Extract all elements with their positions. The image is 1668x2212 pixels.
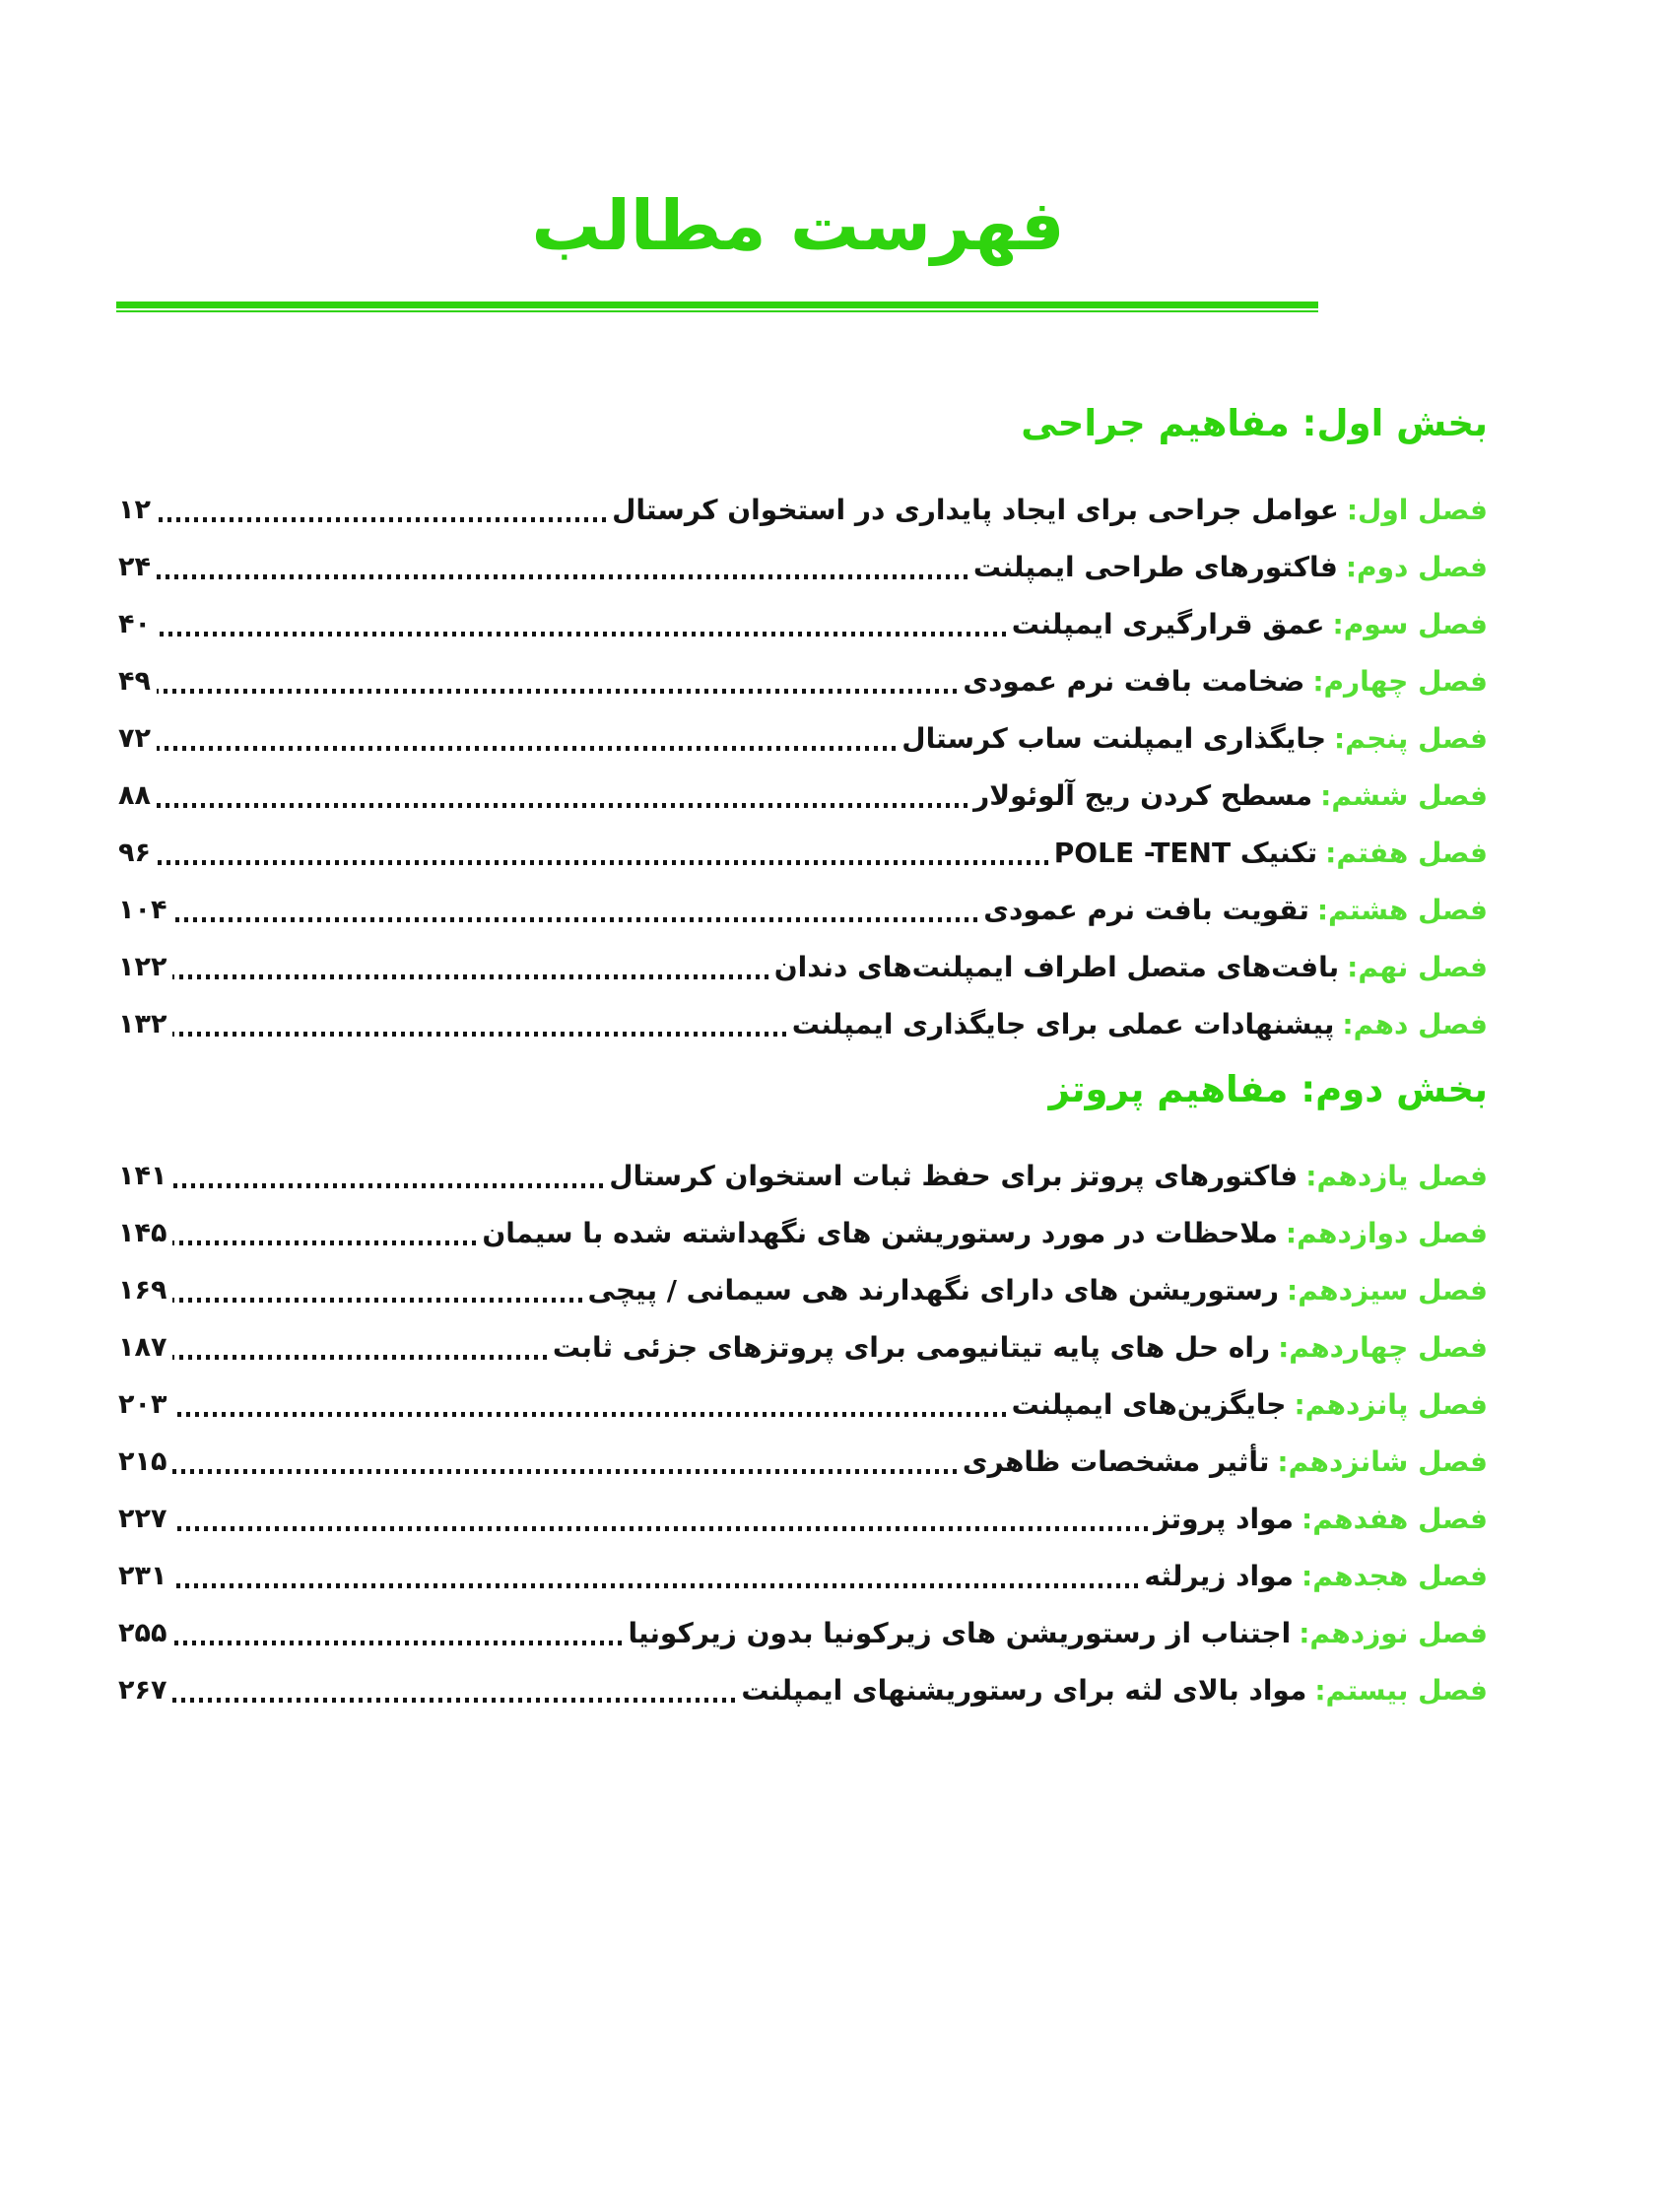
chapter-label: فصل سوم:: [1332, 607, 1488, 640]
section-heading: بخش اول: مفاهیم جراحی: [1021, 402, 1488, 444]
page-number: ۱۶۹: [118, 1274, 167, 1306]
chapter-label: فصل نهم:: [1347, 950, 1488, 983]
toc-entry: [118, 1661, 1488, 1718]
page-number: ۷۲: [118, 722, 151, 754]
toc-entry: [118, 1147, 1488, 1204]
chapter-label: فصل هشتم:: [1316, 893, 1488, 926]
toc-entry: [118, 938, 1488, 995]
page-number: ۲۰۳: [118, 1388, 167, 1420]
toc-entry: [118, 824, 1488, 881]
toc-entry: [118, 1204, 1488, 1261]
toc-entry: [118, 1433, 1488, 1490]
page-number: ۲۵۵: [118, 1617, 167, 1648]
dotted-leader: [172, 1583, 1138, 1588]
chapter-label: فصل پنجم:: [1334, 721, 1488, 755]
page-number: ۱۴۵: [118, 1217, 167, 1248]
chapter-title: پیشنهادات عملی برای جایگذاری ایمپلنت: [791, 1007, 1335, 1040]
dotted-leader: [172, 974, 767, 979]
chapter-title: ملاحظات در مورد رستوریشن های نگهداشته شده با سیمان: [482, 1216, 1278, 1249]
chapter-label: فصل سیزدهم:: [1287, 1273, 1488, 1307]
chapter-title: تأثیر مشخصات ظاهری: [962, 1444, 1270, 1478]
chapter-title: اجتناب از رستوریشن های زیرکونیا بدون زیرکونیا: [628, 1616, 1292, 1649]
chapter-title: راه حل های پایه تیتانیومی برای پروتزهای جزئی ثابت: [552, 1330, 1271, 1364]
toc-entry: [118, 1318, 1488, 1375]
chapter-label: فصل ششم:: [1320, 778, 1488, 812]
chapter-label: فصل دوم:: [1345, 550, 1488, 583]
chapter-title: بافت‌های متصل اطراف ایمپلنت‌های دندان: [773, 950, 1340, 983]
chapter-title: ضخامت بافت نرم عمودی: [963, 664, 1305, 698]
section-rows: [118, 481, 1488, 1052]
section-rows: [118, 1147, 1488, 1718]
dotted-leader: [172, 1698, 735, 1703]
chapter-label: فصل دوازدهم:: [1285, 1216, 1488, 1249]
chapter-title: تکنیک POLE -TENT: [1053, 836, 1318, 869]
dotted-leader: [157, 746, 896, 751]
toc-section: [118, 402, 1488, 1052]
dotted-leader: [157, 517, 606, 522]
chapter-title: عوامل جراحی برای ایجاد پایداری در استخوان کرستال: [612, 493, 1339, 526]
page-title: فهرست مطالب: [531, 185, 1065, 266]
chapter-title: جایگذاری ایمپلنت ساب کرستال: [901, 721, 1327, 755]
toc-entry: [118, 1547, 1488, 1604]
page-number: ۲۲۷: [118, 1503, 167, 1534]
page-number: ۲۱۵: [118, 1445, 167, 1477]
chapter-label: فصل پانزدهم:: [1294, 1387, 1488, 1421]
toc-entry: [118, 1604, 1488, 1661]
toc-entry: [118, 1261, 1488, 1318]
chapter-label: فصل دهم:: [1342, 1007, 1488, 1040]
dotted-leader: [172, 1469, 956, 1474]
page-number: ۲۶۷: [118, 1674, 167, 1706]
page-number: ۱۸۷: [118, 1331, 167, 1363]
dotted-leader: [172, 1355, 546, 1360]
dotted-leader: [157, 689, 957, 694]
toc-section: [118, 1068, 1488, 1718]
toc-entry: [118, 595, 1488, 652]
chapter-label: فصل چهاردهم:: [1278, 1330, 1488, 1364]
chapter-title: تقویت بافت نرم عمودی: [983, 893, 1309, 926]
dotted-leader: [172, 1641, 622, 1645]
chapter-title: عمق قرارگیری ایمپلنت: [1011, 607, 1325, 640]
chapter-title: مسطح کردن ریج آلوئولار: [973, 778, 1313, 812]
title-underline-thick: [116, 302, 1318, 308]
chapter-label: فصل هجدهم:: [1301, 1559, 1488, 1592]
toc-entry: [118, 1490, 1488, 1547]
chapter-title: رستوریشن های دارای نگهدارند هی سیمانی / پیچی: [587, 1273, 1280, 1307]
dotted-leader: [157, 860, 1048, 865]
chapter-label: فصل بیستم:: [1314, 1673, 1488, 1707]
dotted-leader: [172, 1298, 581, 1303]
page-number: ۱۳۲: [118, 1008, 167, 1039]
chapter-title: مواد پروتز: [1154, 1502, 1295, 1535]
page-number: ۸۸: [118, 779, 151, 811]
page-number: ۴۰: [118, 608, 151, 639]
section-heading: بخش دوم: مفاهیم پروتز: [1048, 1068, 1488, 1110]
chapter-title: مواد زیرلثه: [1144, 1559, 1294, 1592]
page-number: ۴۹: [118, 665, 151, 697]
toc-entry: [118, 652, 1488, 709]
toc-content: [118, 402, 1488, 1718]
chapter-label: فصل هفدهم:: [1301, 1502, 1488, 1535]
toc-entry: [118, 767, 1488, 824]
chapter-label: فصل نوزدهم:: [1299, 1616, 1488, 1649]
toc-entry: [118, 1375, 1488, 1433]
dotted-leader: [172, 1183, 603, 1188]
toc-entry: [118, 709, 1488, 767]
page-number: ۲۴: [118, 551, 151, 582]
page-number: ۱۰۴: [118, 894, 167, 925]
chapter-title: فاکتورهای پروتز برای حفظ ثبات استخوان کرستال: [609, 1159, 1299, 1192]
chapter-label: فصل اول:: [1346, 493, 1488, 526]
dotted-leader: [157, 803, 967, 808]
toc-entry: [118, 881, 1488, 938]
chapter-label: فصل هفتم:: [1325, 836, 1488, 869]
toc-entry: [118, 538, 1488, 595]
title-underline-thin: [116, 310, 1318, 312]
toc-entry: [118, 481, 1488, 538]
dotted-leader: [172, 1526, 1148, 1531]
chapter-title: فاکتورهای طراحی ایمپلنت: [972, 550, 1338, 583]
chapter-label: فصل چهارم:: [1312, 664, 1488, 698]
chapter-title: جایگزین‌های ایمپلنت: [1011, 1387, 1287, 1421]
dotted-leader: [157, 574, 967, 579]
chapter-label: فصل شانزدهم:: [1277, 1444, 1488, 1478]
toc-entry: [118, 995, 1488, 1052]
dotted-leader: [172, 917, 977, 922]
chapter-title: مواد بالای لثه برای رستوریشنهای ایمپلنت: [741, 1673, 1307, 1707]
page-number: ۹۶: [118, 837, 151, 868]
page-number: ۲۳۱: [118, 1560, 167, 1591]
dotted-leader: [172, 1032, 785, 1037]
page-number: ۱۲۲: [118, 951, 167, 982]
chapter-label: فصل یازدهم:: [1305, 1159, 1488, 1192]
dotted-leader: [172, 1240, 476, 1245]
dotted-leader: [157, 632, 1006, 637]
title-underline: [116, 302, 1318, 312]
page-number: ۱۲: [118, 494, 151, 525]
page-number: ۱۴۱: [118, 1160, 167, 1191]
dotted-leader: [172, 1412, 1005, 1417]
